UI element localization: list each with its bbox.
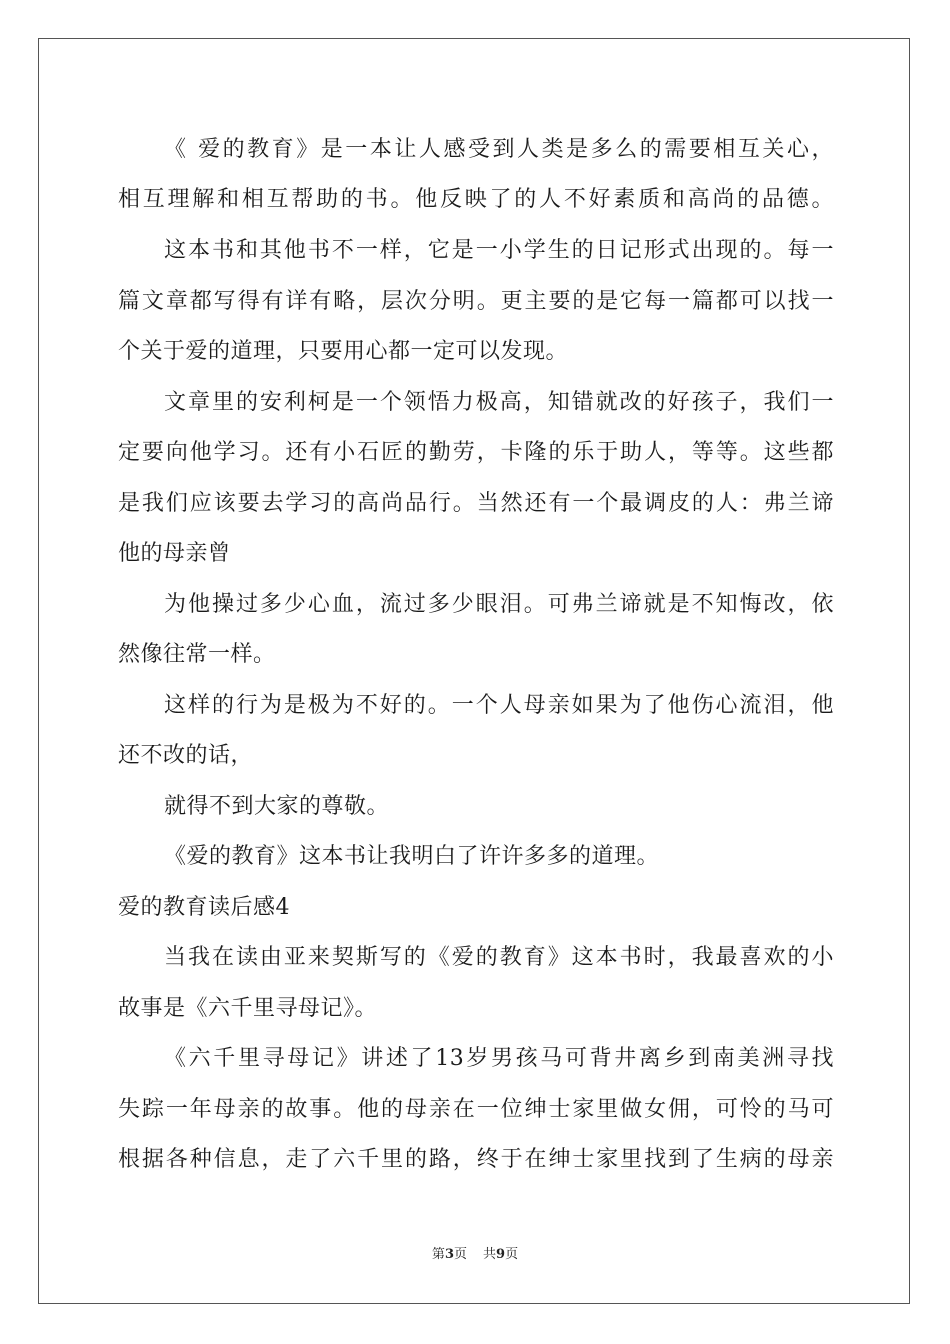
page-number: 3 — [444, 1247, 454, 1262]
paragraph-line: 个关于爱的道理，只要用心都一定可以发现。 — [118, 339, 569, 364]
total-prefix: 共 — [483, 1247, 497, 1262]
total-suffix: 页 — [505, 1247, 519, 1262]
paragraph-line: 失踪一年母亲的故事。他的母亲在一位绅士家里做女佣，可怜的马可 — [118, 1097, 834, 1122]
section-heading: 爱的教育读后感4 — [118, 895, 290, 920]
paragraph-line: 是我们应该要去学习的高尚品行。当然还有一个最调皮的人：弗兰谛 — [118, 491, 834, 516]
paragraph-line: 《 爱的教育》是一本让人感受到人类是多么的需要相互关心， — [164, 137, 834, 162]
paragraph-line: 然像往常一样。 — [118, 642, 276, 667]
paragraph-line: 这本书和其他书不一样，它是一小学生的日记形式出现的。每一 — [164, 238, 834, 263]
paragraph-line: 定要向他学习。还有小石匠的勤劳，卡隆的乐于助人，等等。这些都 — [118, 440, 834, 465]
paragraph-line: 他的母亲曾 — [118, 541, 231, 566]
paragraph-line: 还不改的话， — [118, 743, 254, 768]
paragraph-line: 相互理解和相互帮助的书。他反映了的人不好素质和高尚的品德。 — [118, 187, 834, 212]
page-suffix: 页 — [453, 1247, 467, 1262]
paragraph-line: 根据各种信息，走了六千里的路，终于在绅士家里找到了生病的母亲 — [118, 1147, 834, 1172]
paragraph-line: 《爱的教育》这本书让我明白了许许多多的道理。 — [164, 844, 660, 869]
total-pages: 9 — [496, 1247, 506, 1262]
page-footer — [0, 1246, 950, 1264]
paragraph-line: 就得不到大家的尊敬。 — [164, 794, 390, 819]
paragraph-line: 故事是《六千里寻母记》。 — [118, 996, 378, 1021]
paragraph-line: 文章里的安利柯是一个领悟力极高，知错就改的好孩子，我们一 — [164, 390, 834, 415]
paragraph-line: 为他操过多少心血，流过多少眼泪。可弗兰谛就是不知悔改，依 — [164, 592, 834, 617]
paragraph-line: 篇文章都写得有详有略，层次分明。更主要的是它每一篇都可以找一 — [118, 289, 834, 314]
paragraph-line: 《六千里寻母记》讲述了13岁男孩马可背井离乡到南美洲寻找 — [164, 1046, 834, 1071]
paragraph-line: 当我在读由亚来契斯写的《爱的教育》这本书时，我最喜欢的小 — [164, 945, 834, 970]
page-prefix: 第 — [431, 1247, 445, 1262]
paragraph-line: 这样的行为是极为不好的。一个人母亲如果为了他伤心流泪，他 — [164, 693, 834, 718]
